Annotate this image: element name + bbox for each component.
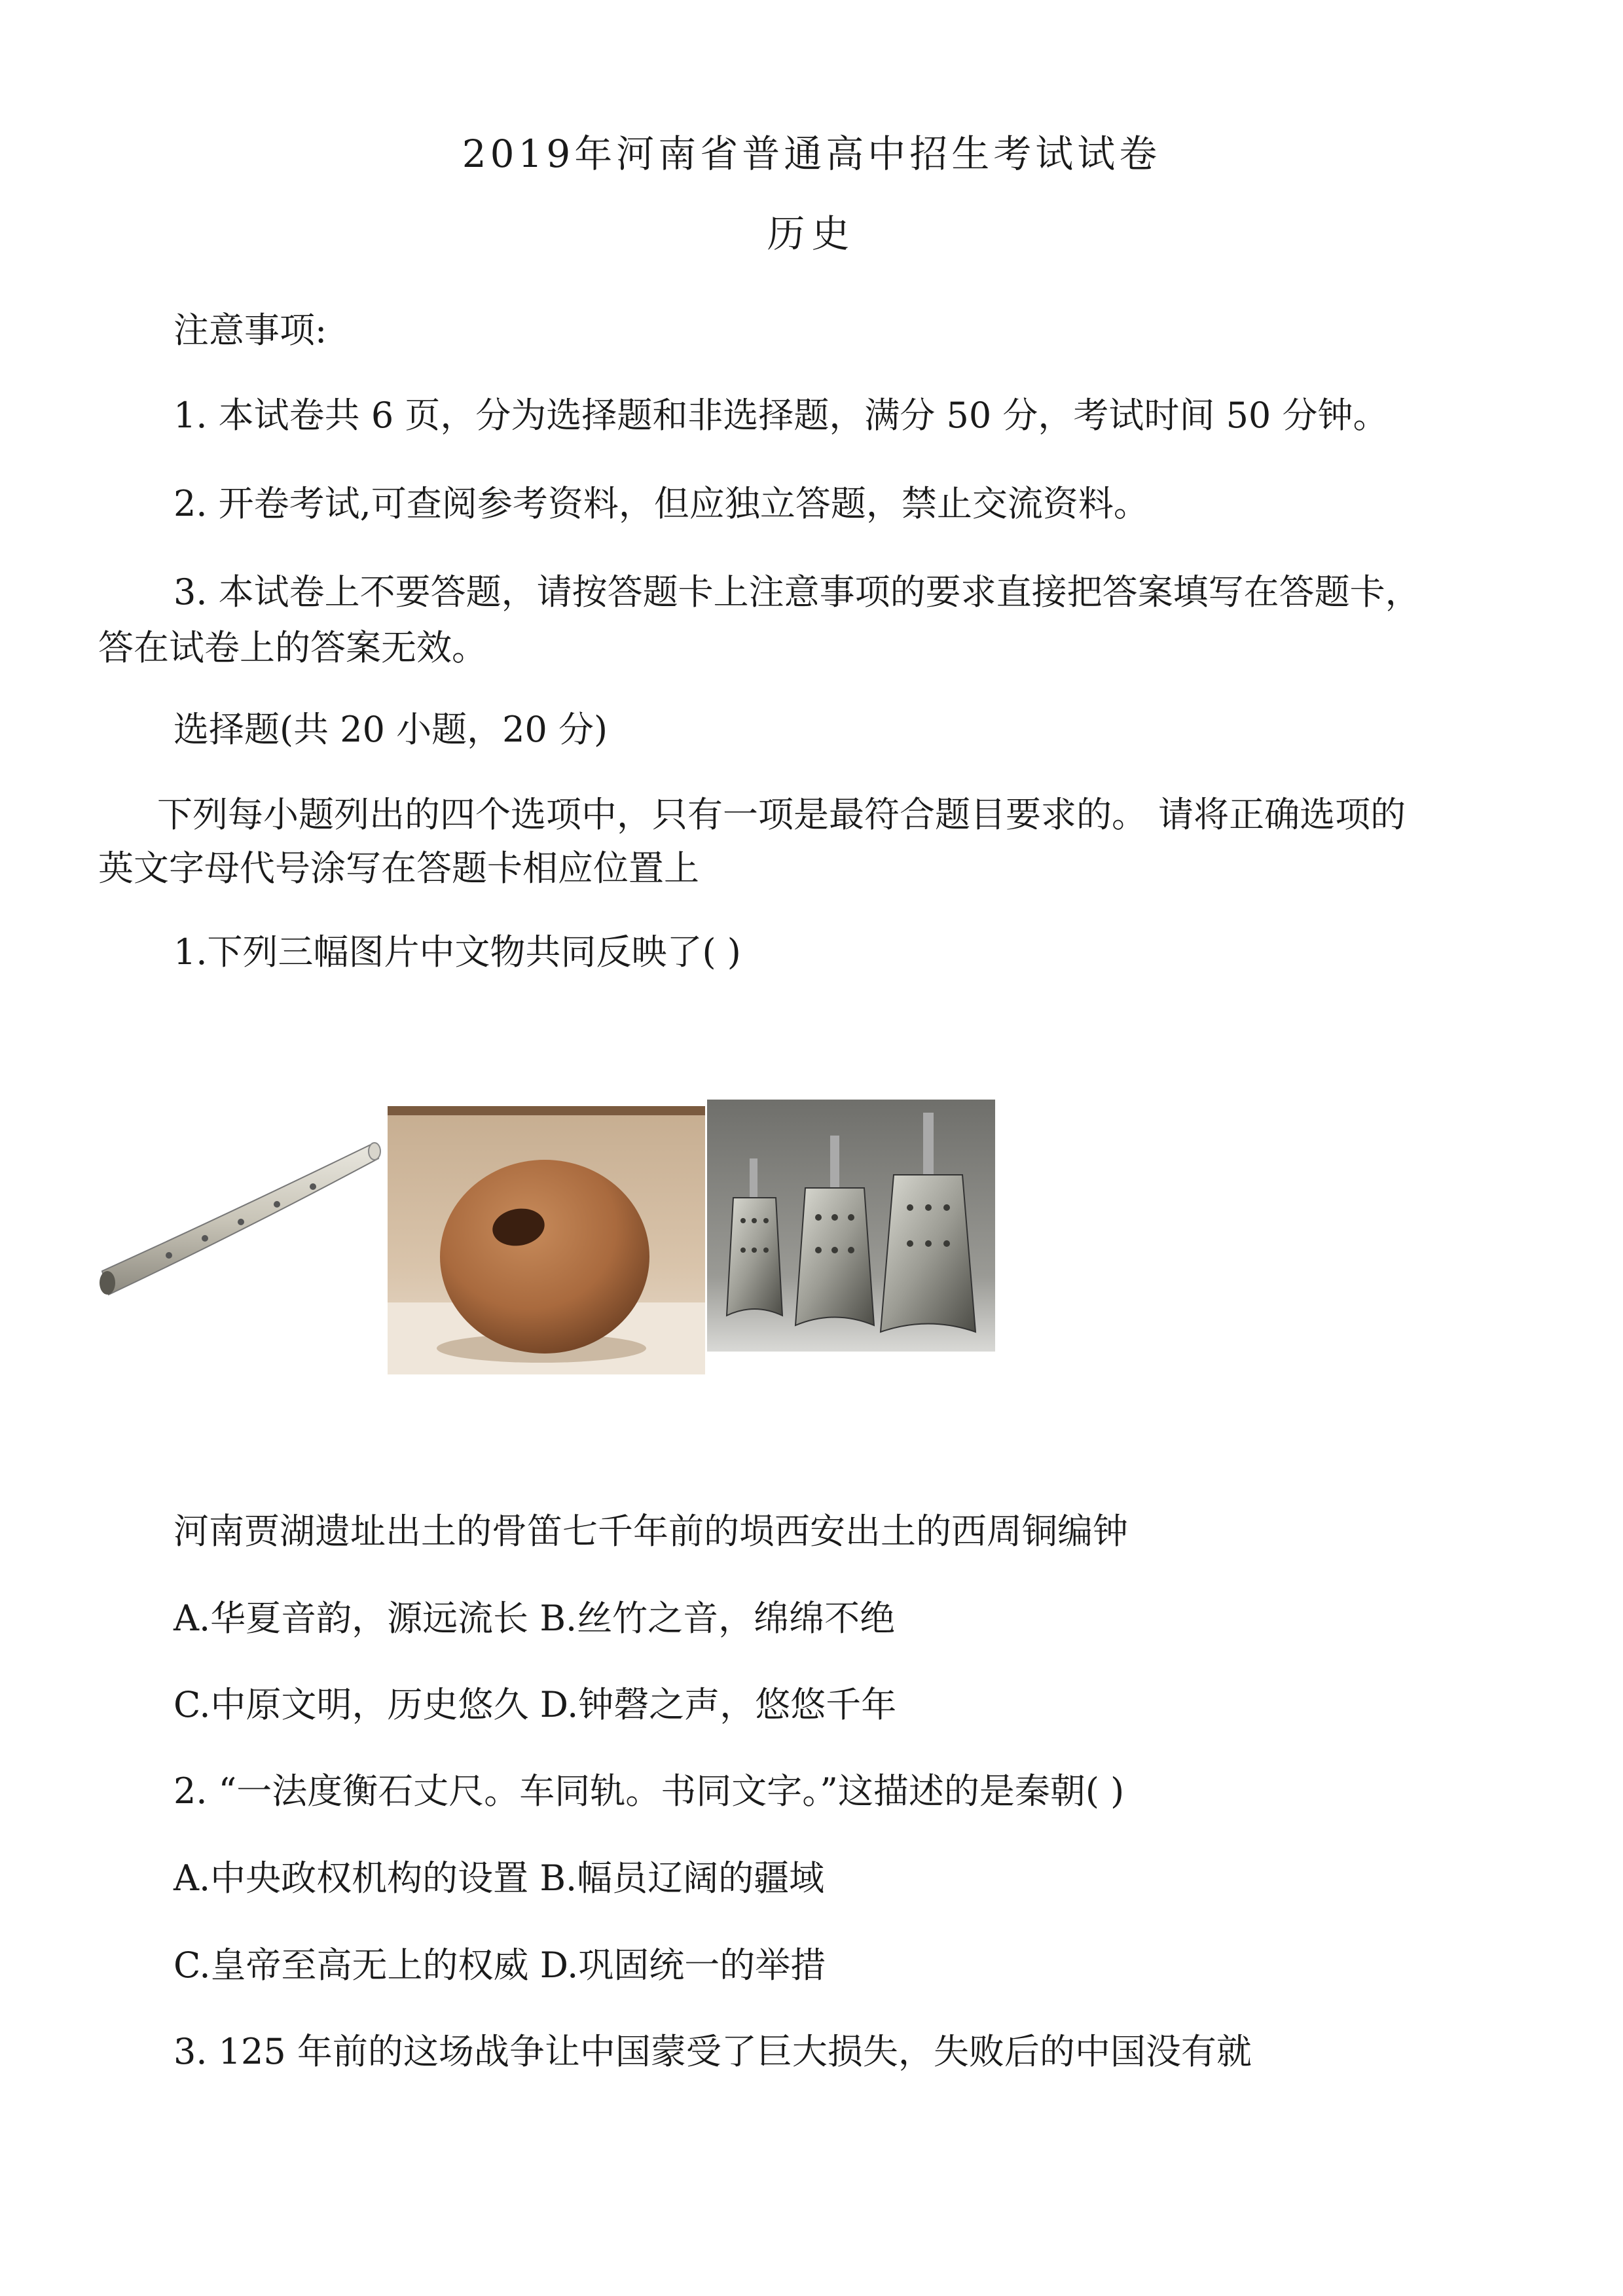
section-instruction: 下列每小题列出的四个选项中，只有一项是最符合题目要求的。 请将正确选项的 [157,794,1406,835]
notice-item-1: 1. 本试卷共 6 页，分为选择题和非选择题，满分 50 分，考试时间 50 分钟。 [173,395,1389,436]
bone-flute-image [97,1100,385,1335]
notice-item-2: 2. 开卷考试,可查阅参考资料，但应独立答题，禁止交流资料。 [173,483,1149,524]
section-instruction-continued: 英文字母代号涂写在答题卡相应位置上 [98,848,699,889]
question-1-options-cd: C.中原文明，历史悠久 D.钟磬之声，悠悠千年 [173,1684,897,1725]
notice-item-3-continued: 答在试卷上的答案无效。 [98,627,487,668]
notice-item-3: 3. 本试卷上不要答题，请按答题卡上注意事项的要求直接把答案填写在答题卡， [173,571,1421,613]
subject-title: 历史 [767,211,856,256]
question-2-stem: 2. “一法度衡石丈尺。车同轨。书同文字。”这描述的是秦朝( ) [173,1770,1125,1812]
bronze-bells-image [707,1100,995,1352]
xun-ocarina-image [388,1106,705,1374]
question-2-options-cd: C.皇帝至高无上的权威 D.巩固统一的举措 [173,1945,826,1986]
question-1-stem: 1.下列三幅图片中文物共同反映了( ) [173,931,741,973]
section-heading: 选择题(共 20 小题，20 分) [173,709,608,750]
notice-heading: 注意事项: [173,310,327,351]
exam-title: 2019年河南省普通高中招生考试试卷 [462,132,1161,176]
question-3-stem: 3. 125 年前的这场战争让中国蒙受了巨大损失，失败后的中国没有就 [173,2031,1252,2072]
question-1-caption: 河南贾湖遗址出土的骨笛七千年前的埙西安出土的西周铜编钟 [173,1511,1128,1552]
question-1-options-ab: A.华夏音韵，源远流长 B.丝竹之音，绵绵不绝 [173,1598,896,1639]
question-2-options-ab: A.中央政权机构的设置 B.幅员辽阔的疆域 [173,1857,825,1899]
